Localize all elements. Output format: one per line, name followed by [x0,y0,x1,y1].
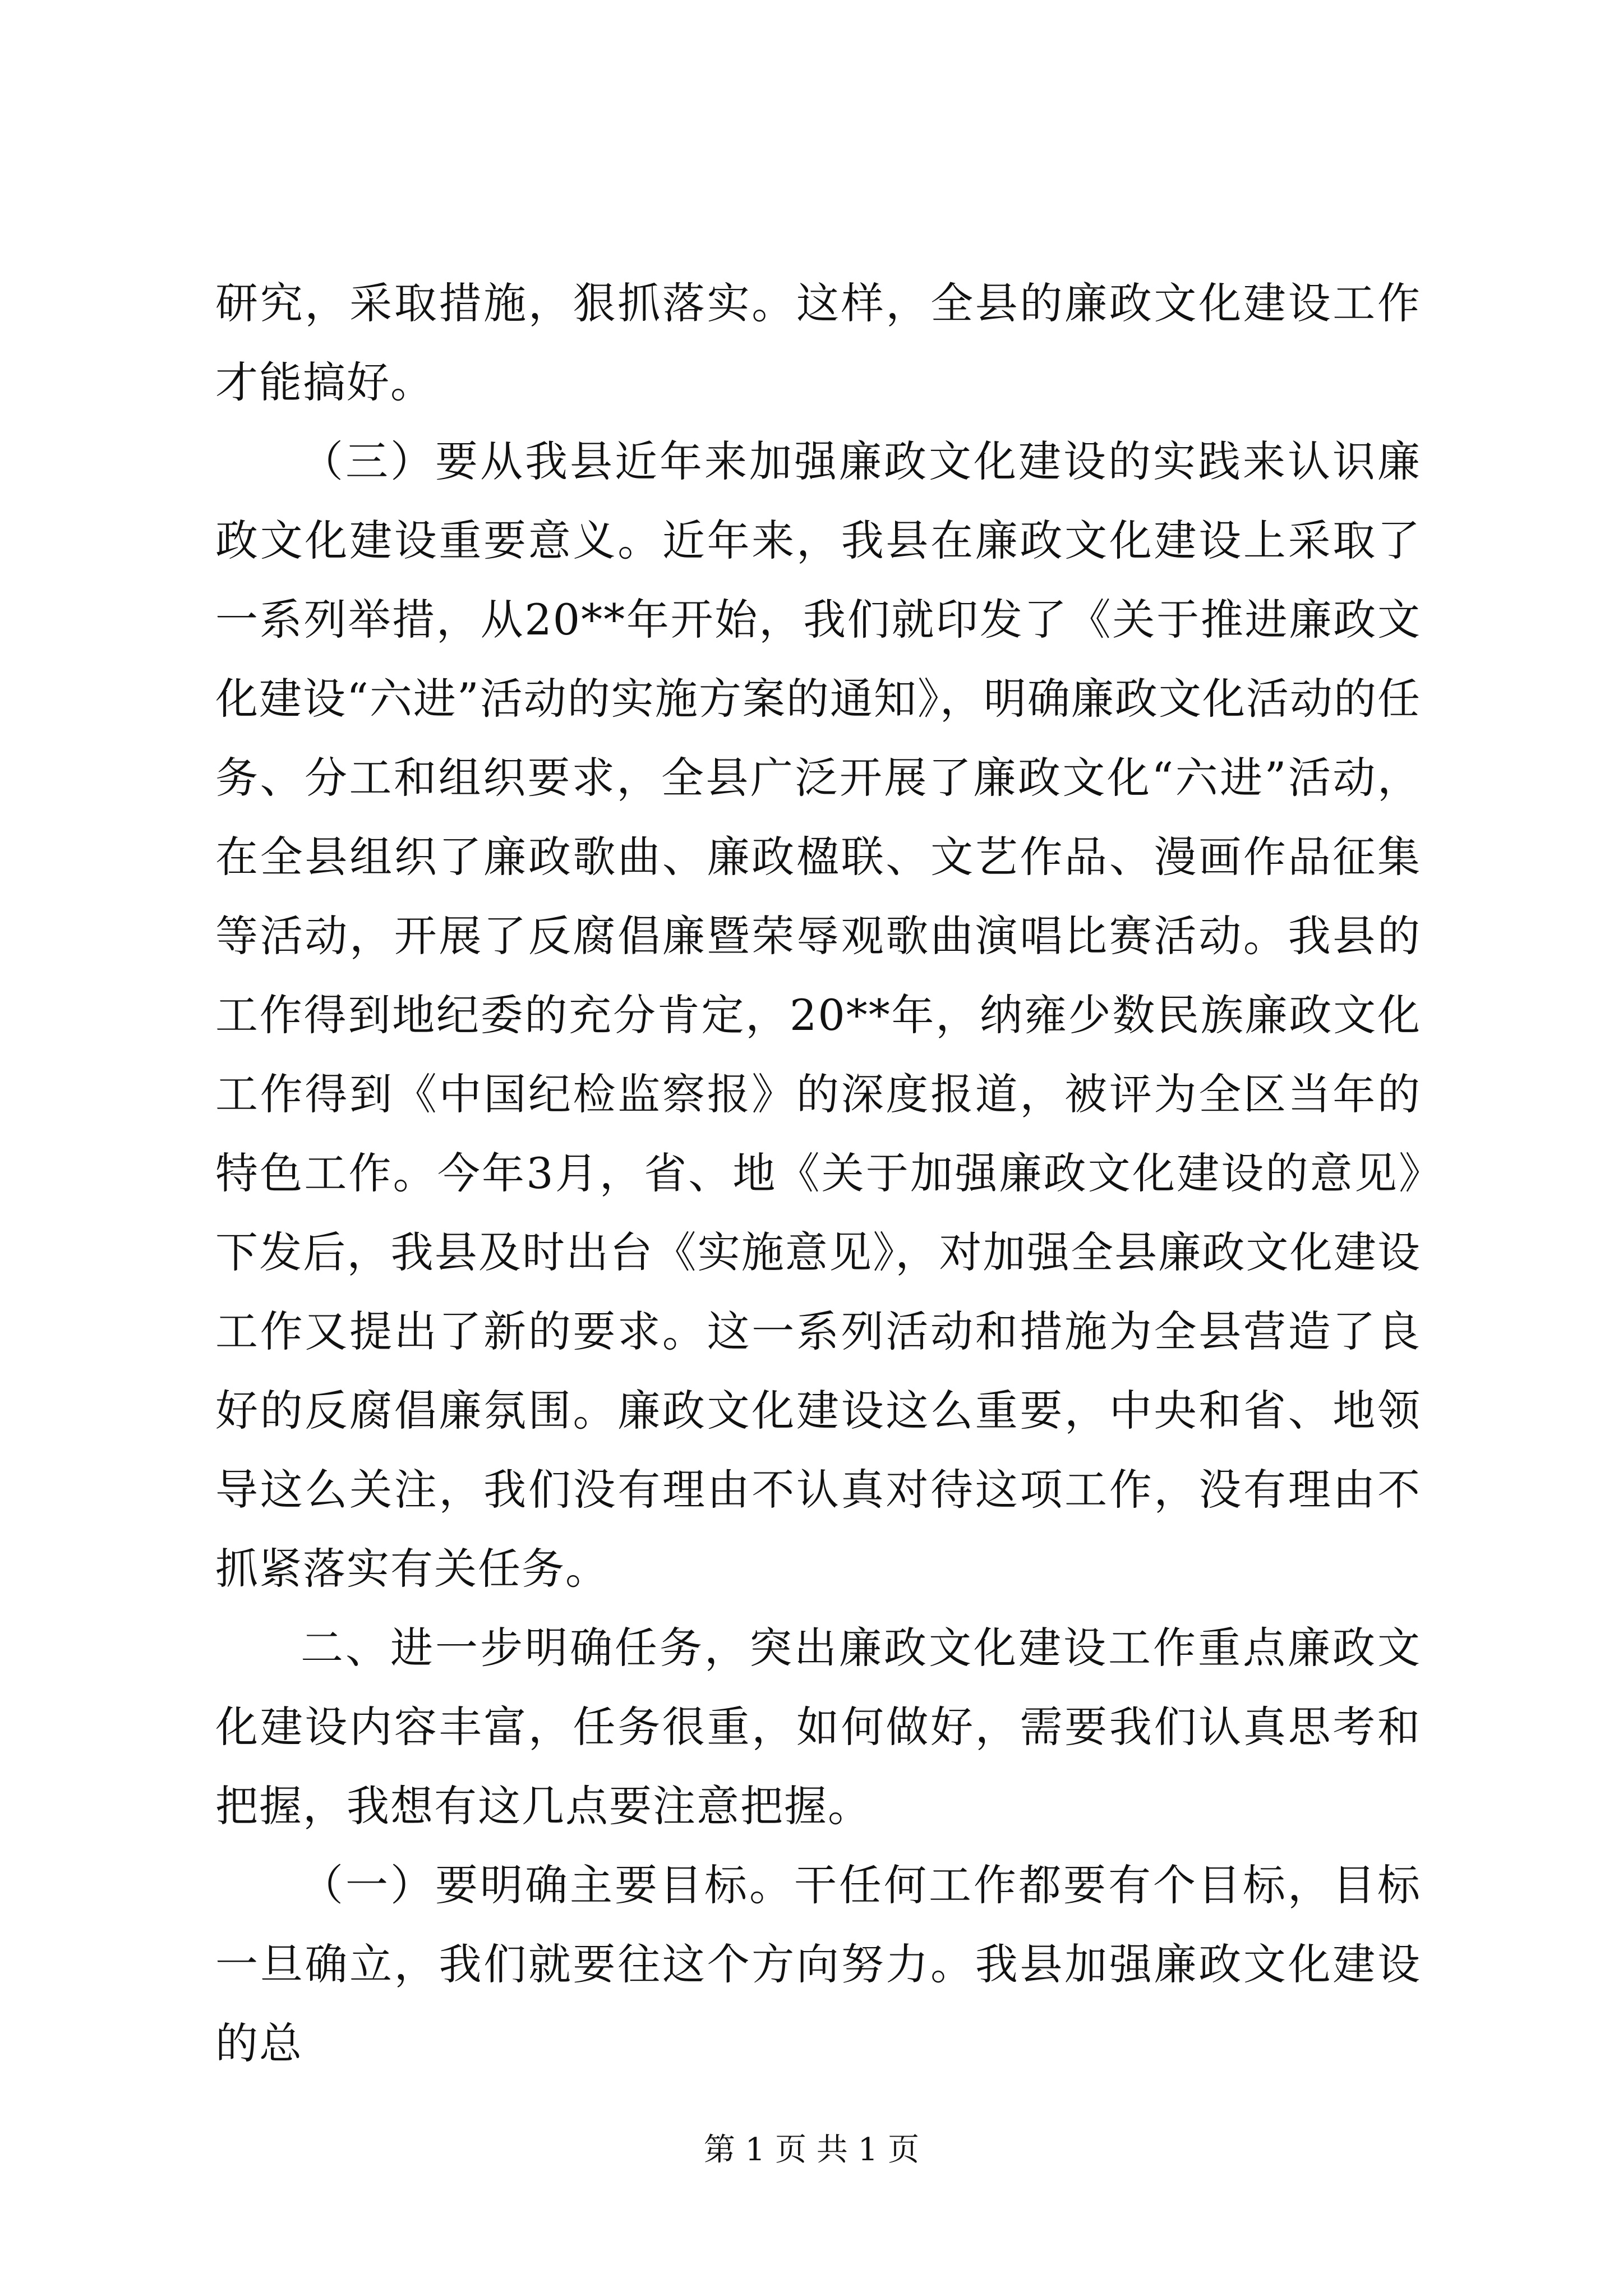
paragraph-section-three: （三）要从我县近年来加强廉政文化建设的实践来认识廉政文化建设重要意义。近年来，我县在廉政文化建设上采取了一系列举措，从20**年开始，我们就印发了《关于推进廉政文化建设“六进”活动的实施方案的通知》，明确廉政文化活动的任务、分工和组织要求，全县广泛开展了廉政文化“六进”活动，在全县组织了廉政歌曲、廉政楹联、文艺作品、漫画作品征集等活动，开展了反腐倡廉暨荣辱观歌曲演唱比赛活动。我县的工作得到地纪委的充分肯定，20**年，纳雍少数民族廉政文化工作得到《中国纪检监察报》的深度报道，被评为全区当年的特色工作。今年3月，省、地《关于加强廉政文化建设的意见》下发后，我县及时出台《实施意见》，对加强全县廉政文化建设工作又提出了新的要求。这一系列活动和措施为全县营造了良好的反腐倡廉氛围。廉政文化建设这么重要，中央和省、地领导这么关注，我们没有理由不认真对待这项工作，没有理由不抓紧落实有关任务。 [215,436,1421,1594]
page-footer: 第 1 页 共 1 页 [703,2132,920,2168]
paragraph-heading-two: 二、进一步明确任务，突出廉政文化建设工作重点廉政文化建设内容丰富，任务很重，如何做好，需要我们认真思考和把握，我想有这几点要注意把握。 [215,1623,1421,1831]
document-body [215,264,1421,2083]
paragraph-continuation: 研究，采取措施，狠抓落实。这样，全县的廉政文化建设工作才能搞好。 [215,278,1421,407]
paragraph-subsection-one: （一）要明确主要目标。干任何工作都要有个目标，目标一旦确立，我们就要往这个方向努力。我县加强廉政文化建设的总 [215,1860,1421,2068]
